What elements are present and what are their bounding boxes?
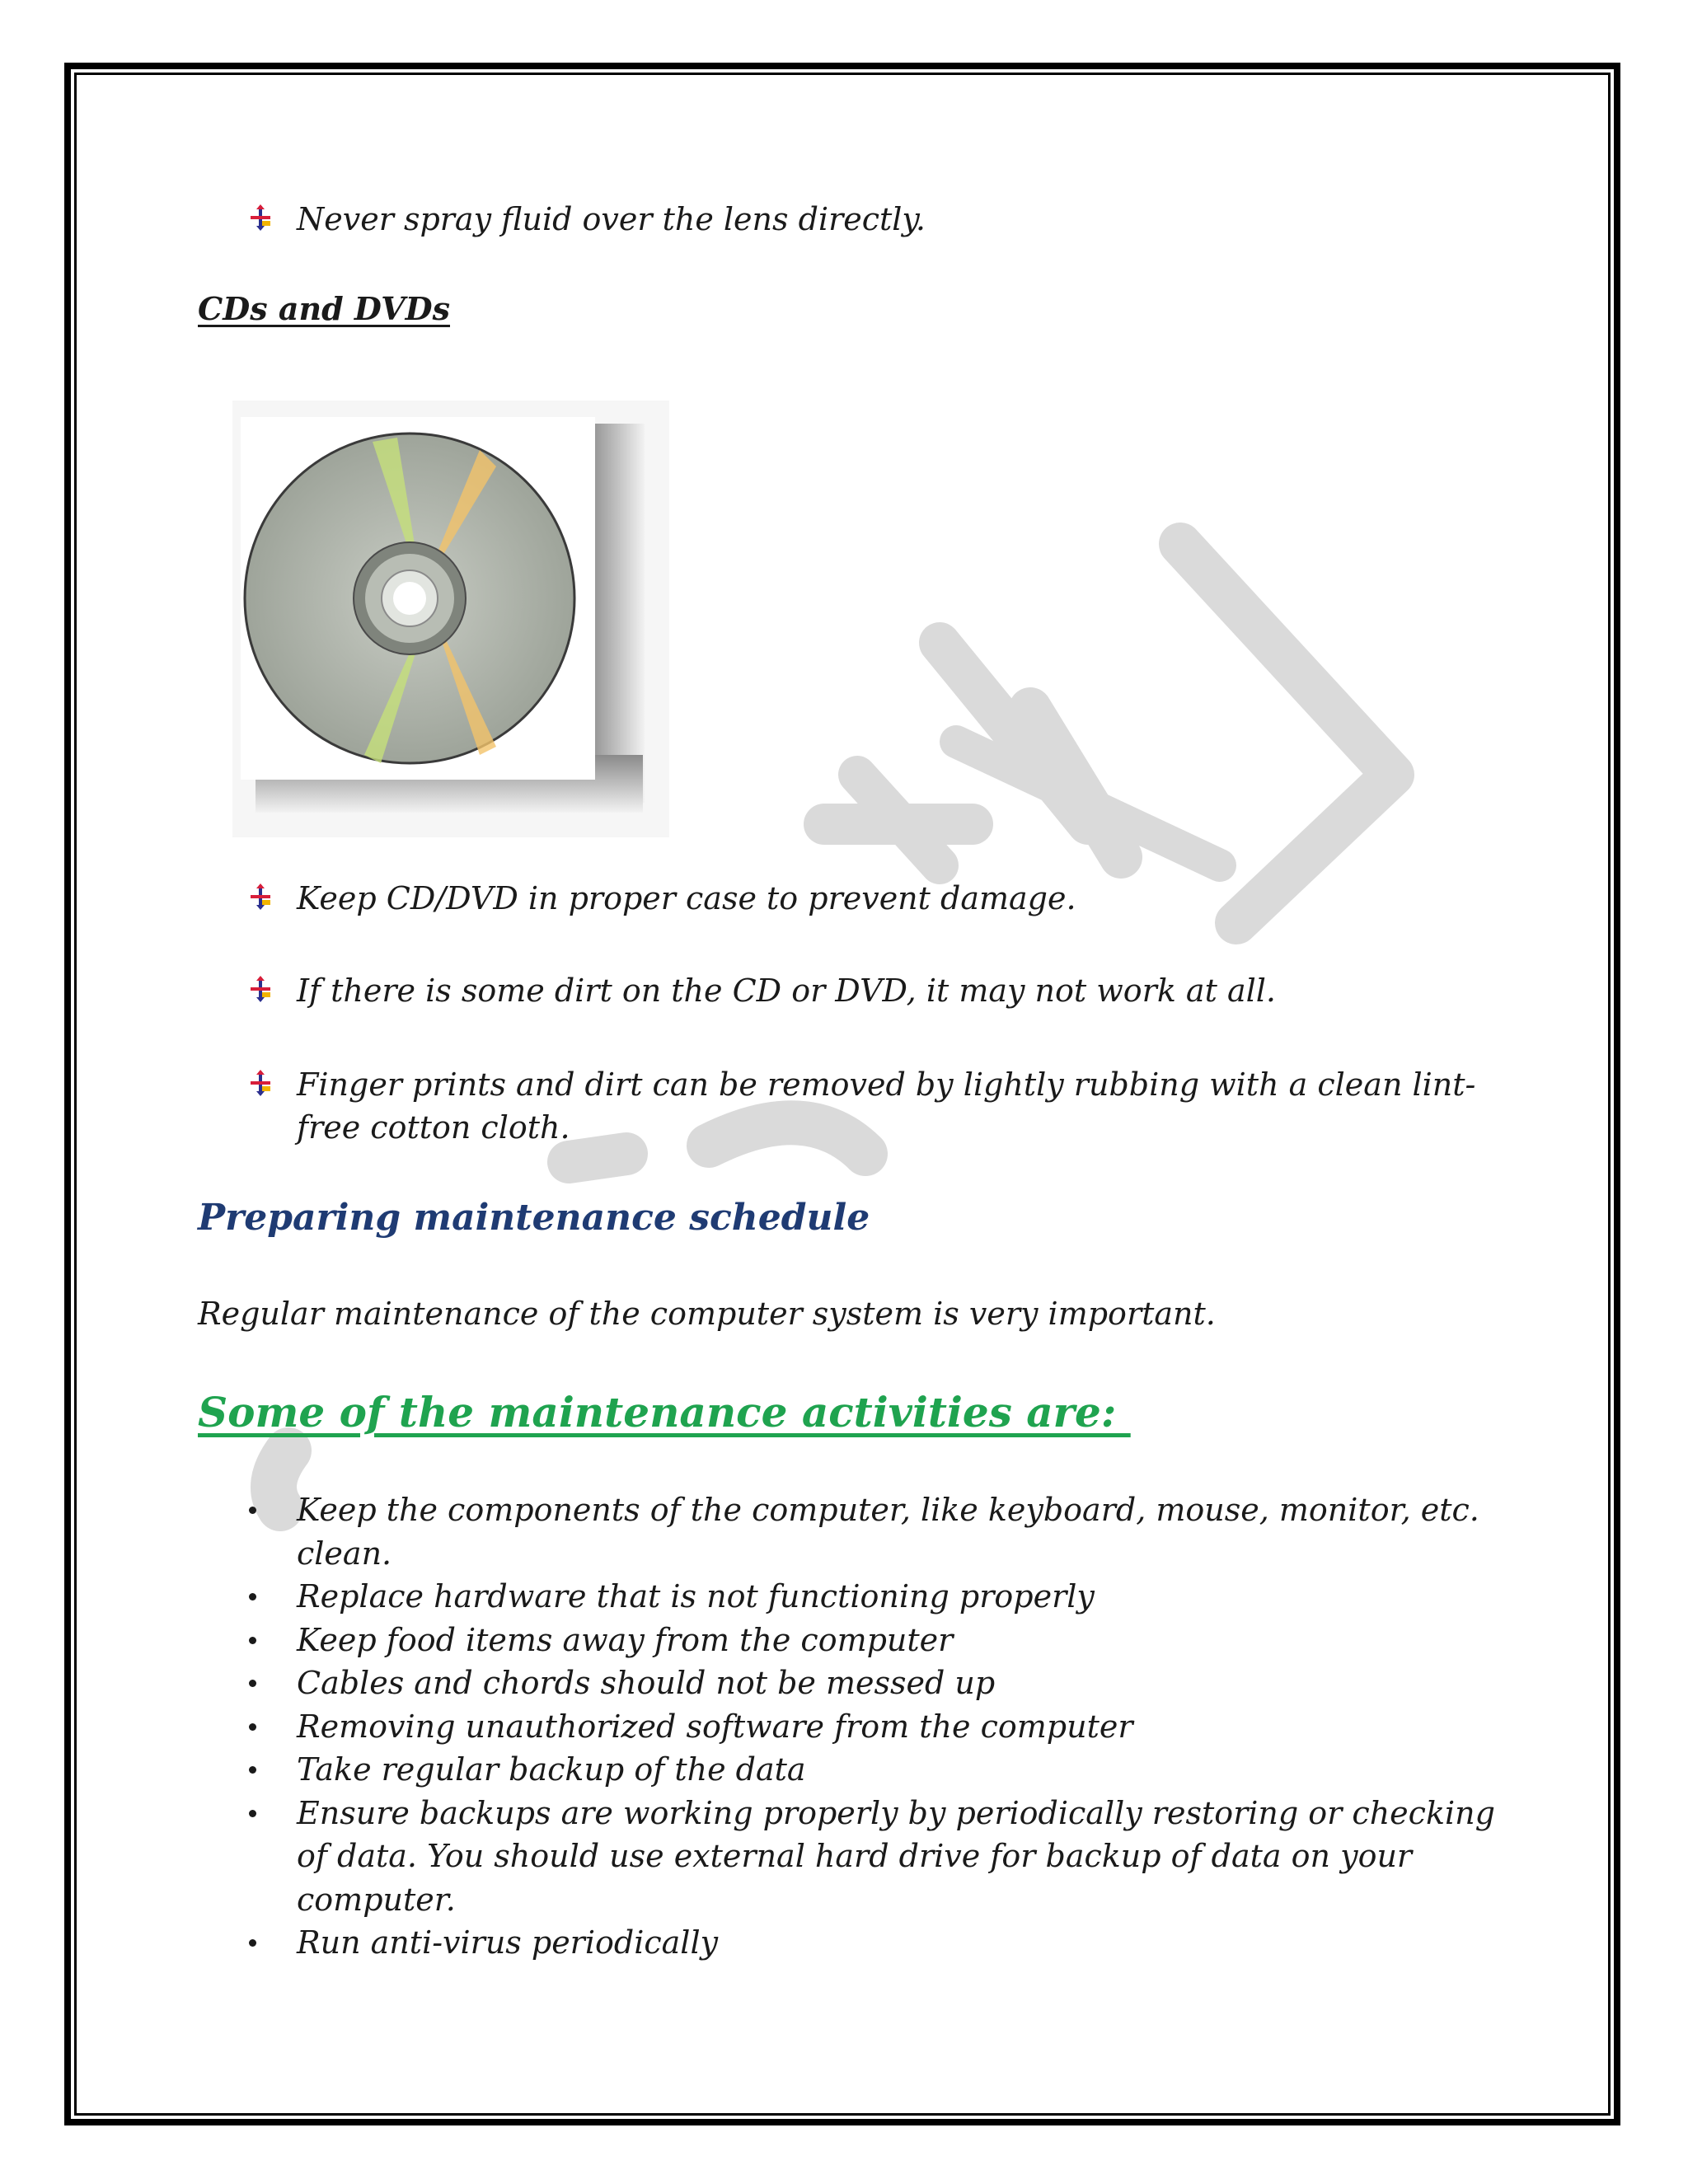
four-way-arrow-bullet-icon bbox=[249, 1070, 272, 1096]
list-item bbox=[198, 1575, 1533, 1619]
list-item bbox=[198, 1748, 1533, 1792]
list-item-text: Replace hardware that is not functioning properly bbox=[297, 1578, 1095, 1615]
four-way-arrow-bullet-icon bbox=[249, 204, 272, 231]
list-item bbox=[198, 1792, 1533, 1922]
cd-dvd-disc-image bbox=[232, 401, 669, 837]
bullet-dot-icon bbox=[249, 1723, 256, 1731]
bullet-dot-icon bbox=[249, 1507, 256, 1514]
bullet-dot-icon bbox=[249, 1939, 256, 1947]
four-way-arrow-bullet-icon bbox=[249, 883, 272, 910]
bullet-text: Keep CD/DVD in proper case to prevent damage. bbox=[297, 880, 1076, 916]
bullet-text: Never spray fluid over the lens directly. bbox=[297, 201, 926, 237]
bullet-dot-icon bbox=[249, 1810, 256, 1817]
list-item bbox=[198, 1661, 1533, 1705]
maintenance-activities-list bbox=[198, 1488, 1533, 1965]
list-item-text: Keep the components of the computer, like keyboard, mouse, monitor, etc. clean. bbox=[297, 1492, 1479, 1572]
list-item bbox=[198, 1488, 1533, 1575]
list-item-text: Run anti-virus periodically bbox=[297, 1924, 719, 1961]
list-item-text: Take regular backup of the data bbox=[297, 1751, 806, 1788]
four-way-arrow-bullet-icon bbox=[249, 976, 272, 1002]
list-item bbox=[198, 1619, 1533, 1662]
maintenance-paragraph: Regular maintenance of the computer system is very important. bbox=[198, 1296, 1216, 1332]
maintenance-schedule-heading: Preparing maintenance schedule bbox=[198, 1197, 870, 1239]
list-item bbox=[198, 1921, 1533, 1965]
bullet-dot-icon bbox=[249, 1766, 256, 1774]
maintenance-activities-heading: Some of the maintenance activities are: bbox=[198, 1388, 1131, 1436]
list-item-text: Ensure backups are working properly by periodically restoring or checking of data. You should use external hard drive for backup of data on your computer. bbox=[297, 1794, 1495, 1918]
list-item bbox=[198, 1705, 1533, 1749]
list-item-text: Keep food items away from the computer bbox=[297, 1621, 954, 1658]
list-item-text: Cables and chords should not be messed up bbox=[297, 1665, 996, 1701]
bullet-dot-icon bbox=[249, 1637, 256, 1644]
bullet-text: If there is some dirt on the CD or DVD, it may not work at all. bbox=[297, 972, 1276, 1009]
bullet-text: Finger prints and dirt can be removed by lightly rubbing with a clean lint-free cotton cloth. bbox=[297, 1066, 1476, 1146]
bullet-dot-icon bbox=[249, 1593, 256, 1601]
list-item-text: Removing unauthorized software from the computer bbox=[297, 1708, 1133, 1745]
bullet-dot-icon bbox=[249, 1680, 256, 1687]
cds-and-dvds-heading: CDs and DVDs bbox=[198, 290, 450, 327]
